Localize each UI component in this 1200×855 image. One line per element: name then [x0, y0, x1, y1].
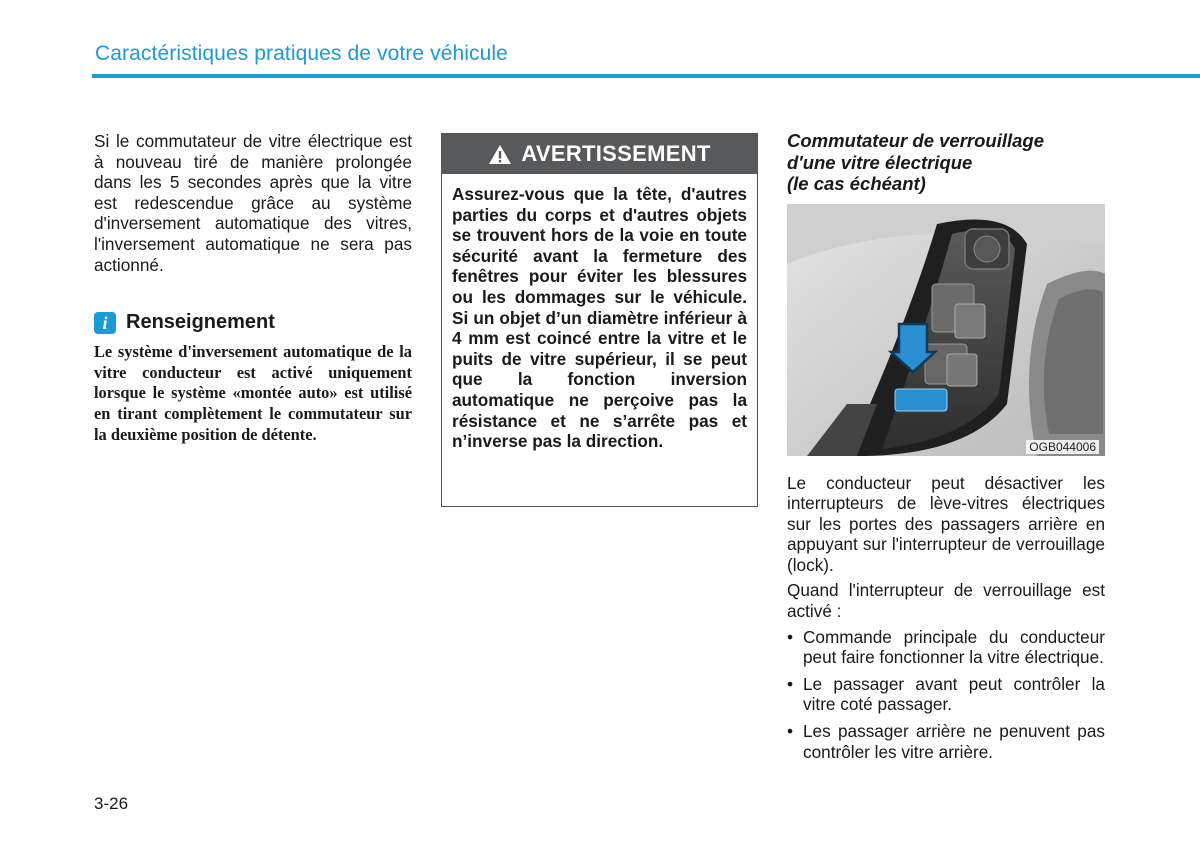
- left-column: [94, 131, 412, 445]
- warning-box: [441, 133, 758, 507]
- list-item: • Commande principale du conducteur peut faire fonctionner la vitre électrique.: [787, 627, 1105, 668]
- right-text: [787, 473, 1105, 763]
- right-column: [787, 130, 1105, 768]
- section-title-line-2: d'une vitre électrique: [787, 151, 973, 173]
- section-title-line-1: Commutateur de verrouillage: [787, 130, 1045, 151]
- warning-triangle-icon: [488, 144, 512, 165]
- door-switch-illustration: [787, 204, 1105, 456]
- door-switch-figure: [787, 204, 1105, 456]
- note-text: Le système d'inversement automatique de la vitre conducteur est activé uniquement lorsque le système «montée auto» est utilisé en tirant complètement le commutateur sur la deuxième position de détente.: [94, 342, 412, 444]
- right-paragraph-1: Le conducteur peut désactiver les interrupteurs de lève-vitres électriques sur les portes des passagers arrière en appuyant sur l'interrupteur de verrouillage (lock).: [787, 472, 1105, 575]
- warning-text: Assurez-vous que la tête, d'autres parties du corps et d'autres objets se trouvent hors de la voie en toute sécurité avant la fermeture des fenêtres pour éviter les blessures ou les dommages sur le véhicule. Si un objet d’un diamètre inférieur à 4 mm est coincé entre la vitre et le puits de vitre supérieur, il se peut que la fonction inversion automatique ne perçoive pas la résistance et ne s’arrête pas et n’inverse pas la direction.: [452, 184, 747, 452]
- left-paragraph: Si le commutateur de vitre électrique est à nouveau tiré de manière prolongée dans les 5 secondes après que la vitre est redescendue grâce au système d'inversement automatique des vitres, l'inversement automatique ne sera pas actionné.: [94, 131, 412, 275]
- page-number: 3-26: [94, 794, 129, 813]
- list-item: • Les passager arrière ne penuvent pas contrôler les vitre arrière.: [787, 721, 1105, 762]
- bullet-list: [787, 627, 1105, 763]
- header-rule: [92, 74, 1200, 78]
- info-icon: i: [94, 312, 116, 334]
- warning-header: [442, 134, 757, 174]
- right-paragraph-2: Quand l'interrupteur de verrouillage est activé :: [787, 580, 1105, 622]
- figure-code: OGB044006: [1026, 440, 1099, 454]
- note-heading: [94, 311, 412, 334]
- section-title-line-3: (le cas échéant): [787, 173, 926, 194]
- page-header-title: Caractéristiques pratiques de votre véhicule: [95, 42, 508, 65]
- list-item: • Le passager avant peut contrôler la vitre coté passager.: [787, 674, 1105, 715]
- section-title: [787, 130, 1105, 195]
- warning-title: AVERTISSEMENT: [521, 141, 711, 166]
- note-title: Renseignement: [126, 311, 275, 334]
